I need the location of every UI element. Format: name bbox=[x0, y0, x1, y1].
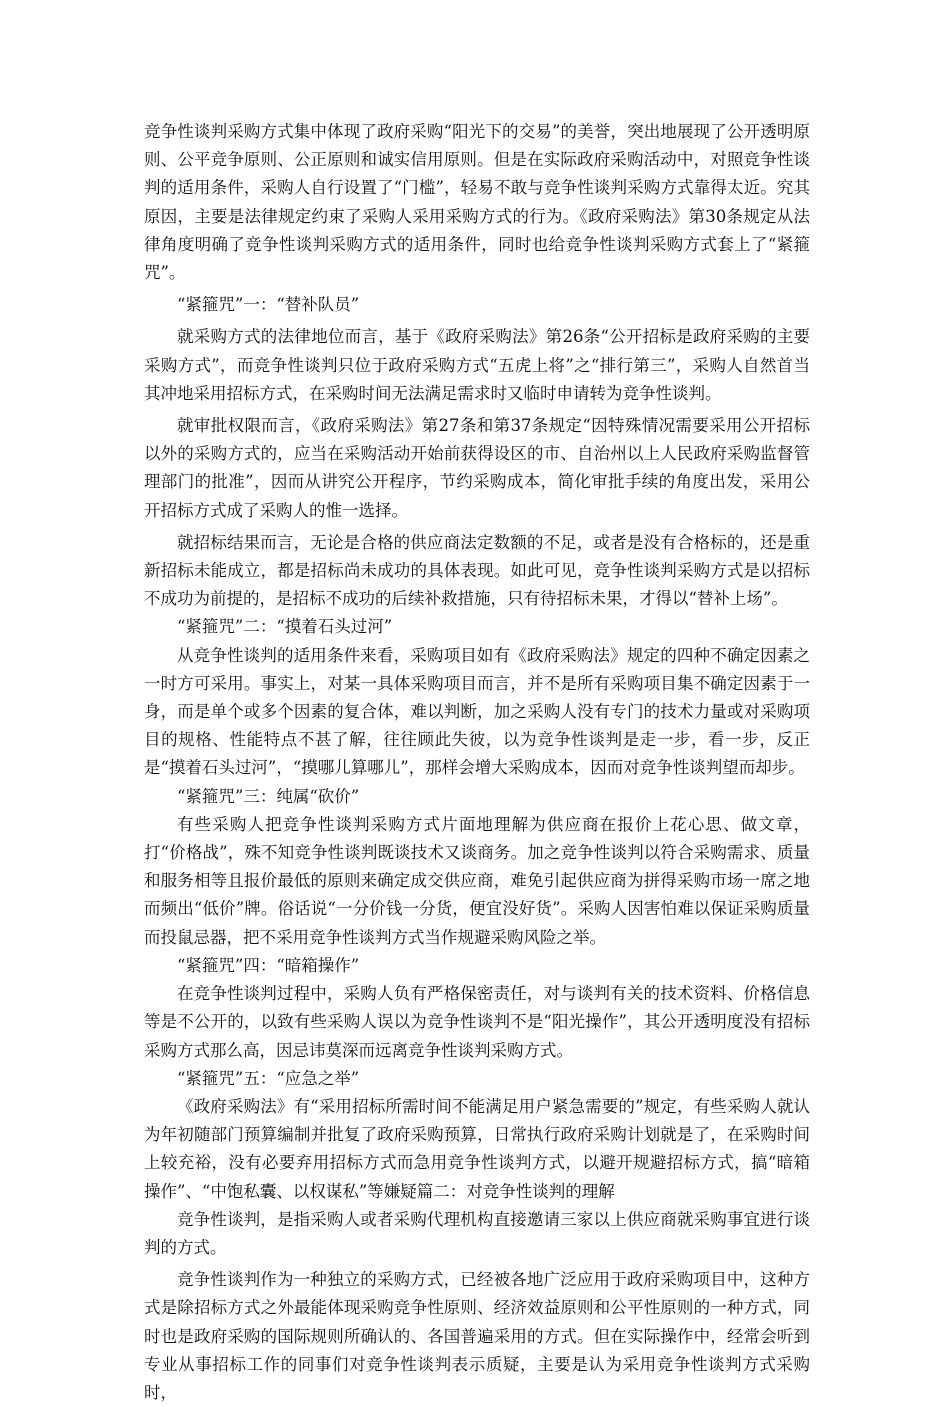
section-heading-1: “紧箍咒”一：“替补队员” bbox=[177, 295, 360, 315]
paragraph-emergency: 《政府采购法》有“采用招标所需时间不能满足用户紧急需要的”规定，有些采购人就认为年初随部门预算编制并批复了政府采购预算，日常执行政府采购计划就是了，在采购时间上较充裕，没有必要弃用招标方式而急用竞争性谈判方式，以避开规避招标方式，搞“暗箱操作”、“中饱私囊、以权谋私”等嫌疑篇二：对竞争性谈判的理解 bbox=[144, 1096, 810, 1201]
paragraph-black-box: 在竞争性谈判过程中，采购人负有严格保密责任，对与谈判有关的技术资料、价格信息等是不公开的，以致有些采购人误以为竞争性谈判不是“阳光操作”，其公开透明度没有招标采购方式那么高，因忌讳莫深而远离竞争性谈判采购方式。 bbox=[144, 984, 810, 1060]
paragraph-applicable-conditions: 从竞争性谈判的适用条件来看，采购项目如有《政府采购法》规定的四种不确定因素之一时方可采用。事实上，对某一具体采购项目而言，并不是所有采购项目集不确定因素于一身，而是单个或多个因素的复合体，难以判断，加之采购人没有专门的技术力量或对采购项目的规格、性能特点不甚了解，往往顾此失彼，以为竞争性谈判是走一步，看一步，反正是“摸着石头过河”，“摸哪儿算哪儿”，那样会增大采购成本，因而对竞争性谈判望而却步。 bbox=[144, 645, 810, 778]
paragraph-approval-authority: 就审批权限而言，《政府采购法》第27条和第37条规定“因特殊情况需要采用公开招标以外的采购方式的，应当在采购活动开始前获得设区的市、自治州以上人民政府采购监督管理部门的批准”，因而从讲究公开程序，节约采购成本，简化审批手续的角度出发，采用公开招标方式成了采购人的惟一选择。 bbox=[144, 416, 810, 520]
paragraph-price-cutting: 有些采购人把竞争性谈判采购方式片面地理解为供应商在报价上花心思、做文章，打“价格战”，殊不知竞争性谈判既谈技术又谈商务。加之竞争性谈判以符合采购需求、质量和服务相等且报价最低的原则来确定成交供应商，难免引起供应商为拼得采购市场一席之地而频出“低价”牌。俗话说“一分价钱一分货，便宜没好货”。采购人因害怕难以保证采购质量而投鼠忌器，把不采用竞争性谈判方式当作规避采购风险之举。 bbox=[144, 814, 810, 947]
paragraph-intro: 竞争性谈判采购方式集中体现了政府采购“阳光下的交易”的美誉，突出地展现了公开透明原则、公平竞争原则、公正原则和诚实信用原则。但是在实际政府采购活动中，对照竞争性谈判的适用条件，采购人自行设置了“门槛”，轻易不敢与竞争性谈判采购方式靠得太近。究其原因，主要是法律规定约束了采购人采用采购方式的行为。《政府采购法》第30条规定从法律角度明确了竞争性谈判采购方式的适用条件，同时也给竞争性谈判采购方式套上了“紧箍咒”。 bbox=[144, 122, 810, 283]
section-heading-5: “紧箍咒”五：“应急之举” bbox=[177, 1068, 360, 1088]
paragraph-tender-result: 就招标结果而言，无论是合格的供应商法定数额的不足，或者是没有合格标的，还是重新招标未能成立，都是招标尚未成功的具体表现。如此可见，竞争性谈判采购方式是以招标不成功为前提的，是招标不成功的后续补救措施，只有待招标未果，才得以“替补上场”。 bbox=[144, 532, 810, 609]
section-heading-2: “紧箍咒”二：“摸着石头过河” bbox=[177, 617, 393, 637]
paragraph-definition: 竞争性谈判，是指采购人或者采购代理机构直接邀请三家以上供应商就采购事宜进行谈判的方式。 bbox=[144, 1209, 810, 1257]
section-heading-3: “紧箍咒”三：纯属“砍价” bbox=[177, 786, 360, 806]
section-heading-4: “紧箍咒”四：“暗箱操作” bbox=[177, 955, 360, 975]
paragraph-legal-status: 就采购方式的法律地位而言，基于《政府采购法》第26条“公开招标是政府采购的主要采购方式”，而竞争性谈判只位于政府采购方式“五虎上将”之“排行第三”，采购人自然首当其冲地采用招标方式，在采购时间无法满足需求时又临时申请转为竞争性谈判。 bbox=[144, 327, 810, 403]
paragraph-independent-method: 竞争性谈判作为一种独立的采购方式，已经被各地广泛应用于政府采购项目中，这种方式是除招标方式之外最能体现采购竞争性原则、经济效益原则和公平性原则的一种方式，同时也是政府采购的国际规则所确认的、各国普遍采用的方式。但在实际操作中，经常会听到专业从事招标工作的同事们对竞争性谈判表示质疑，主要是认为采用竞争性谈判方式采购时， bbox=[144, 1270, 810, 1402]
document-body bbox=[144, 118, 810, 1407]
